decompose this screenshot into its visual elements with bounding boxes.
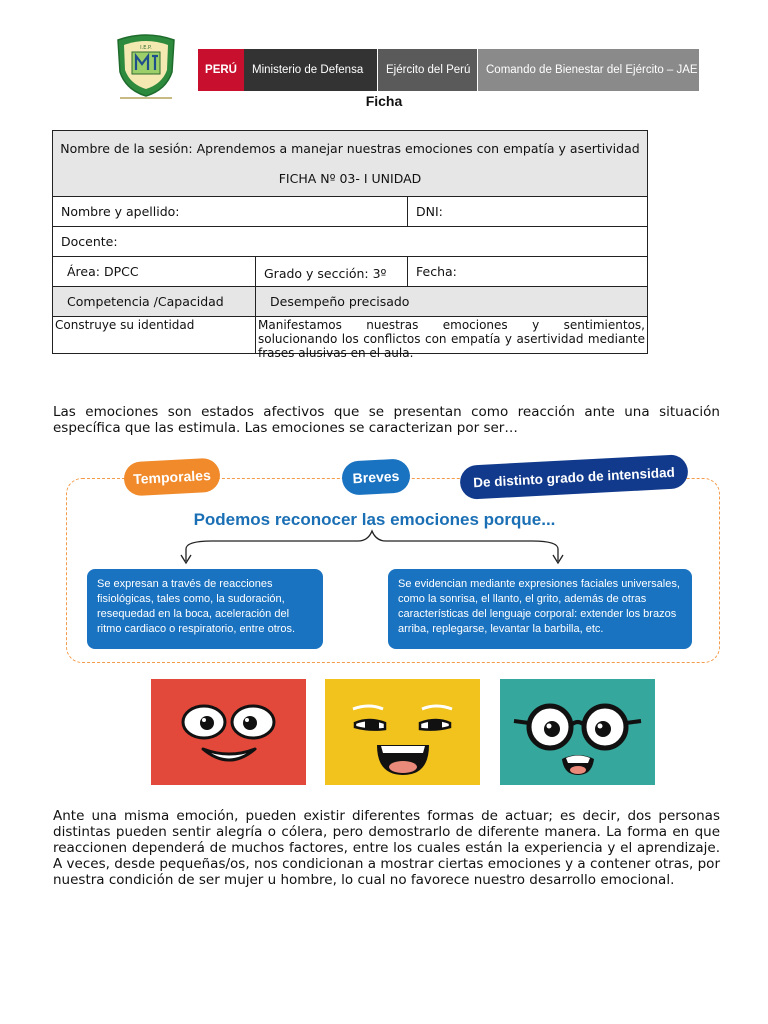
ficha-number: FICHA Nº 03- I UNIDAD (278, 170, 422, 186)
page-title: Ficha (365, 93, 403, 109)
closing-paragraph: Ante una misma emoción, pueden existir diferentes formas de actuar; es decir, dos personas distintas pueden sentir alegría o cólera, pero demostrarlo de diferente manera. La forma en que reaccionen dependerá de muchos factores, entre los cuales están la experiencia y el aprendizaje. A veces, desde pequeñas/os, nos condicionan a mostrar ciertas emociones y a contener otras, por nuestra condición de ser mujer u hombre, lo cual no favorece nuestro desarrollo emocional. (53, 808, 720, 888)
fecha-field[interactable] (407, 257, 647, 286)
emotions-infographic (62, 455, 720, 665)
grado-cell (255, 257, 407, 286)
dni-label: DNI: (416, 204, 443, 219)
area-label: Área: DPCC (67, 264, 139, 279)
session-name: Nombre de la sesión: Aprendemos a manejar nuestras emociones con empatía y asertividad (60, 140, 640, 156)
dni-field[interactable] (407, 197, 647, 226)
branch-arrows-icon (172, 527, 572, 567)
gov-ejercito: Ejército del Perú (377, 49, 477, 91)
glasses-face-icon (500, 679, 655, 785)
tag-grado: De distinto grado de intensidad (459, 454, 688, 500)
nombre-field[interactable] (53, 197, 407, 226)
nombre-label: Nombre y apellido: (61, 204, 180, 219)
fecha-label: Fecha: (416, 264, 457, 279)
surprised-face-icon (151, 679, 306, 785)
gov-peru: PERÚ (198, 49, 244, 91)
gov-ministerio: Ministerio de Defensa (244, 49, 377, 91)
desempeno-value: Manifestamos nuestras emociones y sentimientos, solucionando los conflictos con empatía y asertividad mediante frases alusivas en el aula. (255, 317, 647, 353)
table-row-area (52, 257, 648, 287)
school-logo (112, 32, 180, 100)
infographic-heading: Podemos reconocer las emociones porque... (193, 510, 556, 529)
intro-paragraph: Las emociones son estados afectivos que se presentan como reacción ante una situación específica que las estimula. Las emociones se caracterizan por ser… (53, 404, 720, 436)
government-bar (198, 49, 699, 91)
smug-face-icon (325, 679, 480, 785)
docente-label: Docente: (61, 234, 118, 249)
competencia-header: Competencia /Capacidad (67, 294, 224, 309)
grado-label: Grado y sección: 3º (264, 266, 387, 281)
tag-breves: Breves (341, 458, 411, 496)
school-shield-logo-icon (112, 32, 180, 100)
area-cell (53, 257, 255, 286)
logo-text: I.E.P. (140, 45, 152, 51)
table-row-headers (52, 287, 648, 317)
competencia-value: Construye su identidad (55, 318, 195, 332)
info-box-left: Se expresan a través de reacciones fisiológicas, tales como, la sudoración, resequedad en la boca, aceleración del ritmo cardiaco o respiratorio, entre otros. (87, 569, 323, 649)
table-row-body (52, 317, 648, 360)
docente-field[interactable] (53, 227, 647, 256)
ficha-table (52, 130, 648, 360)
tag-temporales: Temporales (123, 458, 221, 497)
table-row-docente (52, 227, 648, 257)
gov-comando: Comando de Bienestar del Ejército – JAE (477, 49, 699, 91)
desempeno-header: Desempeño precisado (255, 287, 647, 316)
table-row-session (52, 130, 648, 197)
info-box-right: Se evidencian mediante expresiones faciales universales, como la sonrisa, el llanto, el grito, además de otras características del lenguaje corporal: extender los brazos arriba, replegarse, levantar la barbilla, etc. (388, 569, 692, 649)
table-row-name (52, 197, 648, 227)
